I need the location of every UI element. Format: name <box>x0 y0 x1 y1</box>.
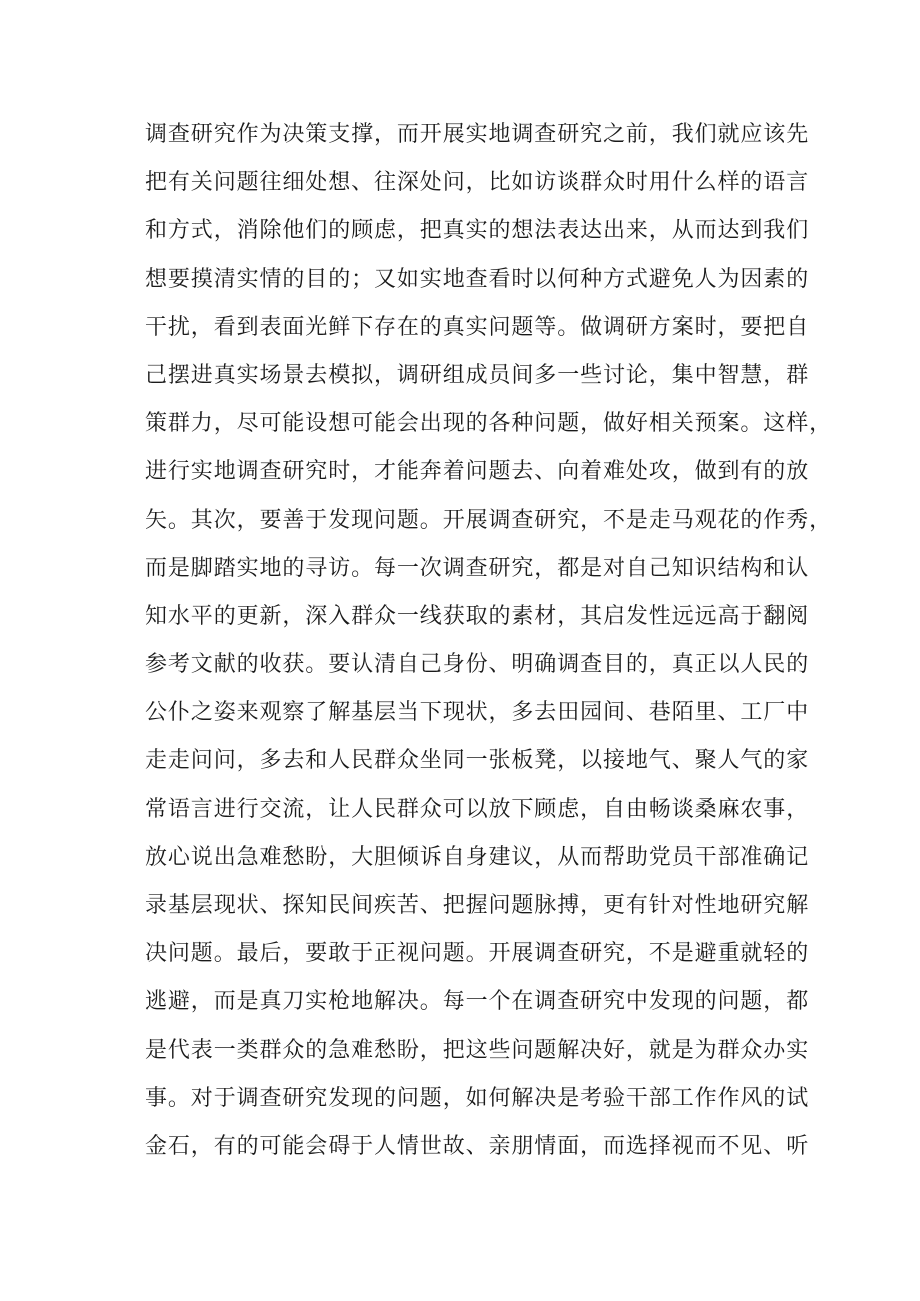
text-line: 逃避，而是真刀实枪地解决。每一个在调查研究中发现的问题，都 <box>145 989 810 1015</box>
text-line: 知水平的更新，深入群众一线获取的素材，其启发性远远高于翻阅 <box>145 603 810 629</box>
text-line: 事。对于调查研究发现的问题，如何解决是考验干部工作作风的试 <box>145 1085 810 1111</box>
text-line: 想要摸清实情的目的；又如实地查看时以何种方式避免人为因素的 <box>145 266 810 292</box>
text-line: 和方式，消除他们的顾虑，把真实的想法表达出来，从而达到我们 <box>145 218 810 244</box>
text-line: 金石，有的可能会碍于人情世故、亲朋情面，而选择视而不见、听 <box>145 1133 810 1159</box>
text-line: 策群力，尽可能设想可能会出现的各种问题，做好相关预案。这样， <box>145 411 833 437</box>
text-line: 己摆进真实场景去模拟，调研组成员间多一些讨论，集中智慧，群 <box>145 362 810 388</box>
text-line: 矢。其次，要善于发现问题。开展调查研究，不是走马观花的作秀， <box>145 507 833 533</box>
body-text <box>145 111 833 1171</box>
text-line: 调查研究作为决策支撑，而开展实地调查研究之前，我们就应该先 <box>145 122 810 147</box>
text-line: 把有关问题往细处想、往深处问，比如访谈群众时用什么样的语言 <box>145 170 810 196</box>
text-line: 公仆之姿来观察了解基层当下现状，多去田园间、巷陌里、工厂中 <box>145 700 810 726</box>
text-line: 放心说出急难愁盼，大胆倾诉自身建议，从而帮助党员干部准确记 <box>145 844 810 870</box>
text-line: 是代表一类群众的急难愁盼，把这些问题解决好，就是为群众办实 <box>145 1037 810 1063</box>
text-line: 录基层现状、探知民间疾苦、把握问题脉搏，更有针对性地研究解 <box>145 893 810 918</box>
text-line: 干扰，看到表面光鲜下存在的真实问题等。做调研方案时，要把自 <box>145 314 810 340</box>
text-line: 走走问问，多去和人民群众坐同一张板凳，以接地气、聚人气的家 <box>145 748 810 774</box>
text-line: 进行实地调查研究时，才能奔着问题去、向着难处攻，做到有的放 <box>145 459 810 485</box>
text-line: 常语言进行交流，让人民群众可以放下顾虑，自由畅谈桑麻农事， <box>145 796 810 822</box>
text-line: 参考文献的收获。要认清自己身份、明确调查目的，真正以人民的 <box>145 652 810 678</box>
text-line: 而是脚踏实地的寻访。每一次调查研究，都是对自己知识结构和认 <box>145 555 810 581</box>
text-line: 决问题。最后，要敢于正视问题。开展调查研究，不是避重就轻的 <box>145 941 810 967</box>
